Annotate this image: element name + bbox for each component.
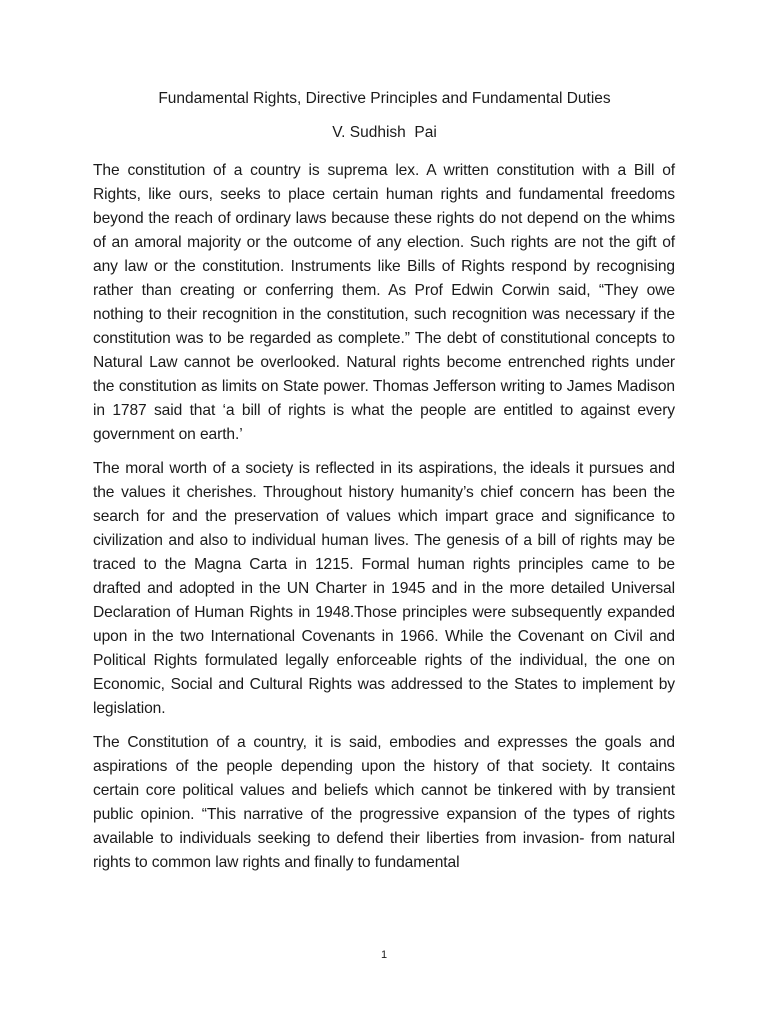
page-number: 1 <box>380 949 388 961</box>
document-body <box>93 159 675 885</box>
paragraph-2: The moral worth of a society is reflected in its aspirations, the ideals it pursues and the values it cherishes. Throughout history humanity’s chief concern has been the search for and the preservation of values which impart grace and significance to civilization and also to individual human lives. The genesis of a bill of rights may be traced to the Magna Carta in 1215. Formal human rights principles came to be drafted and adopted in the UN Charter in 1945 and in the more detailed Universal Declaration of Human Rights in 1948.Those principles were subsequently expanded upon in the two International Covenants in 1966. While the Covenant on Civil and Political Rights formulated legally enforceable rights of the individual, the one on Economic, Social and Cultural Rights was addressed to the States to implement by legislation. <box>93 460 675 717</box>
document-title: Fundamental Rights, Directive Principles and Fundamental Duties <box>158 90 611 107</box>
paragraph-3: The Constitution of a country, it is said, embodies and expresses the goals and aspirations of the people depending upon the history of that society. It contains certain core political values and beliefs which cannot be tinkered with by transient public opinion. “This narrative of the progressive expansion of the types of rights available to individuals seeking to defend their liberties from invasion- from natural rights to common law rights and finally to fundamental <box>93 734 675 871</box>
document-author: V. Sudhish Pai <box>332 124 437 141</box>
paragraph-1: The constitution of a country is suprema lex. A written constitution with a Bill of Rights, like ours, seeks to place certain human rights and fundamental freedoms beyond the reach of ordinary laws because these rights do not depend on the whims of an amoral majority or the outcome of any election. Such rights are not the gift of any law or the constitution. Instruments like Bills of Rights respond by recognising rather than creating or conferring them. As Prof Edwin Corwin said, “They owe nothing to their recognition in the constitution, such recognition was necessary if the constitution was to be regarded as complete.” The debt of constitutional concepts to Natural Law cannot be overlooked. Natural rights become entrenched rights under the constitution as limits on State power. Thomas Jefferson writing to James Madison in 1787 said that ‘a bill of rights is what the people are entitled to against every government on earth.’ <box>93 162 675 443</box>
